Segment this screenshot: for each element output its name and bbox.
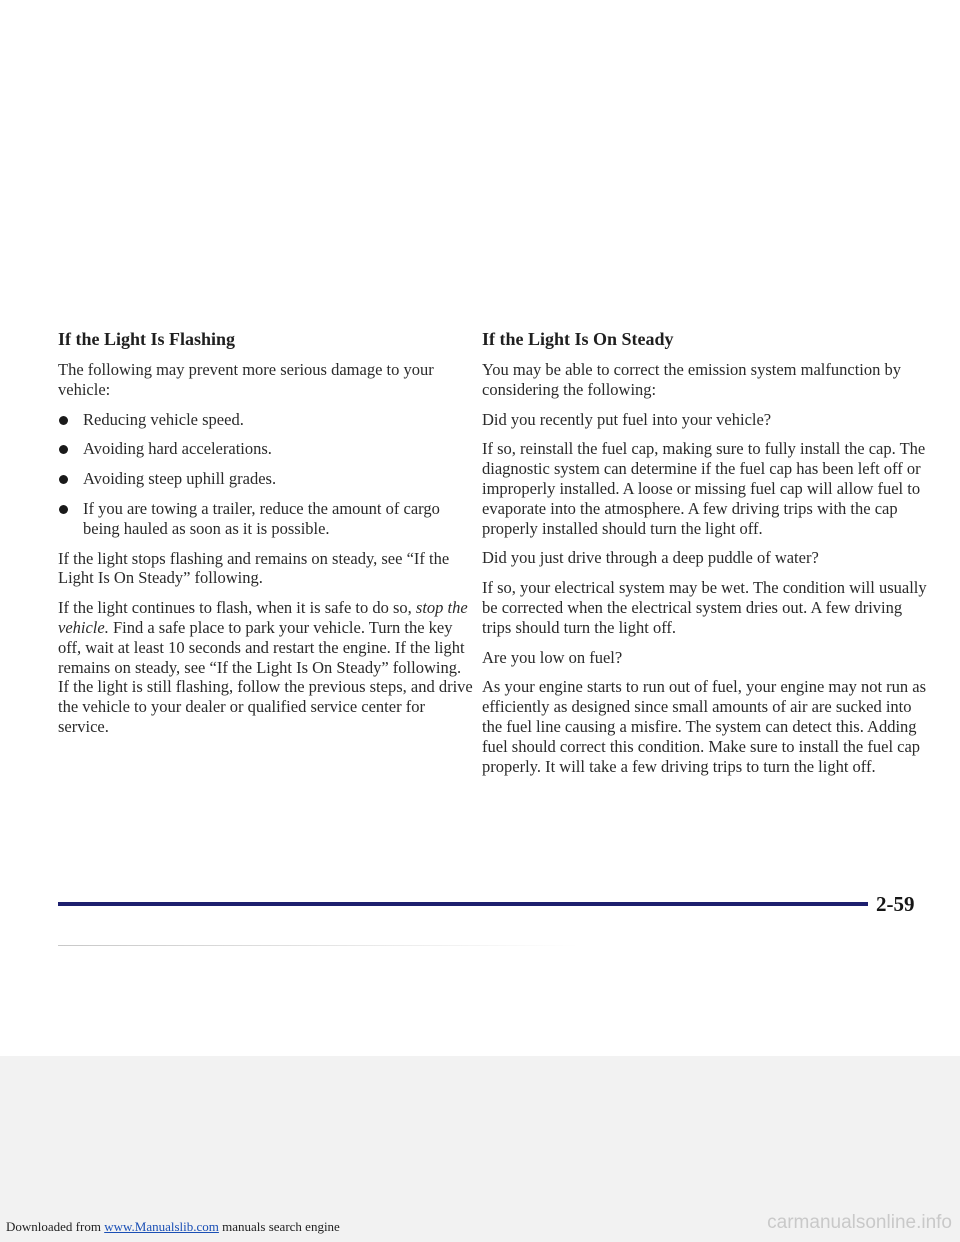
stop-vehicle-emphasis: stop the vehicle. [58, 598, 468, 637]
flashing-continues-rest: Find a safe place to park your vehicle. Turn the key off, wait at least 10 seconds and restart the engine. If the light remains on steady, see “If the Light Is On Steady” following. If the light is still flashing, follow the previous steps, and drive the vehicle to your dealer or qualified service center for service. [58, 617, 473, 736]
question-low-fuel: Are you low on fuel? [482, 647, 623, 667]
flashing-continues-start: If the light continues to flash, when it is safe to do so, [58, 598, 412, 618]
flashing-continues-paragraph [58, 598, 476, 737]
steady-intro: You may be able to correct the emission system malfunction by considering the following: [482, 360, 901, 399]
question-puddle: Did you just drive through a deep puddle of water? [482, 548, 819, 568]
question-fuel: Did you recently put fuel into your vehicle? [482, 409, 772, 429]
answer-electrical: If so, your electrical system may be wet. The condition will usually be corrected when the electrical system dries out. A few driving trips should turn the light off. [482, 578, 927, 637]
manualslib-link[interactable]: www.Manualslib.com [104, 1219, 219, 1234]
list-item: Avoiding steep uphill grades. [58, 469, 476, 489]
credit-prefix: Downloaded from [6, 1219, 101, 1234]
list-item: If you are towing a trailer, reduce the amount of cargo being hauled as soon as it is possible. [58, 499, 476, 539]
list-item: Reducing vehicle speed. [58, 410, 476, 430]
right-column [482, 328, 928, 786]
credit-suffix: manuals search engine [222, 1219, 340, 1234]
faded-divider [58, 945, 578, 946]
list-item: Avoiding hard accelerations. [58, 439, 476, 459]
watermark-text: carmanualsonline.info [767, 1212, 952, 1233]
heading-light-flashing: If the Light Is Flashing [58, 329, 236, 349]
flashing-stops-paragraph: If the light stops flashing and remains on steady, see “If the Light Is On Steady” following. [58, 548, 450, 588]
answer-fuel-cap: If so, reinstall the fuel cap, making sure to fully install the cap. The diagnostic system can determine if the fuel cap has been left off or improperly installed. A loose or missing fuel cap will allow fuel to evaporate into the atmosphere. A few driving trips with the cap properly installed should turn the light off. [482, 439, 926, 538]
left-column [58, 328, 476, 747]
footer-rule [58, 902, 868, 906]
answer-low-fuel: As your engine starts to run out of fuel, your engine may not run as efficiently as designed since small amounts of air are sucked into the fuel line causing a misfire. The system can detect this. Adding fuel should correct this condition. Make sure to install the fuel cap properly. It will take a few driving trips to turn the light off. [482, 677, 927, 776]
page-number: 2-59 [876, 892, 915, 916]
heading-light-steady: If the Light Is On Steady [482, 329, 674, 349]
download-credit [6, 1219, 340, 1235]
flashing-bullet-list [58, 410, 476, 539]
flashing-intro: The following may prevent more serious damage to your vehicle: [58, 360, 434, 399]
